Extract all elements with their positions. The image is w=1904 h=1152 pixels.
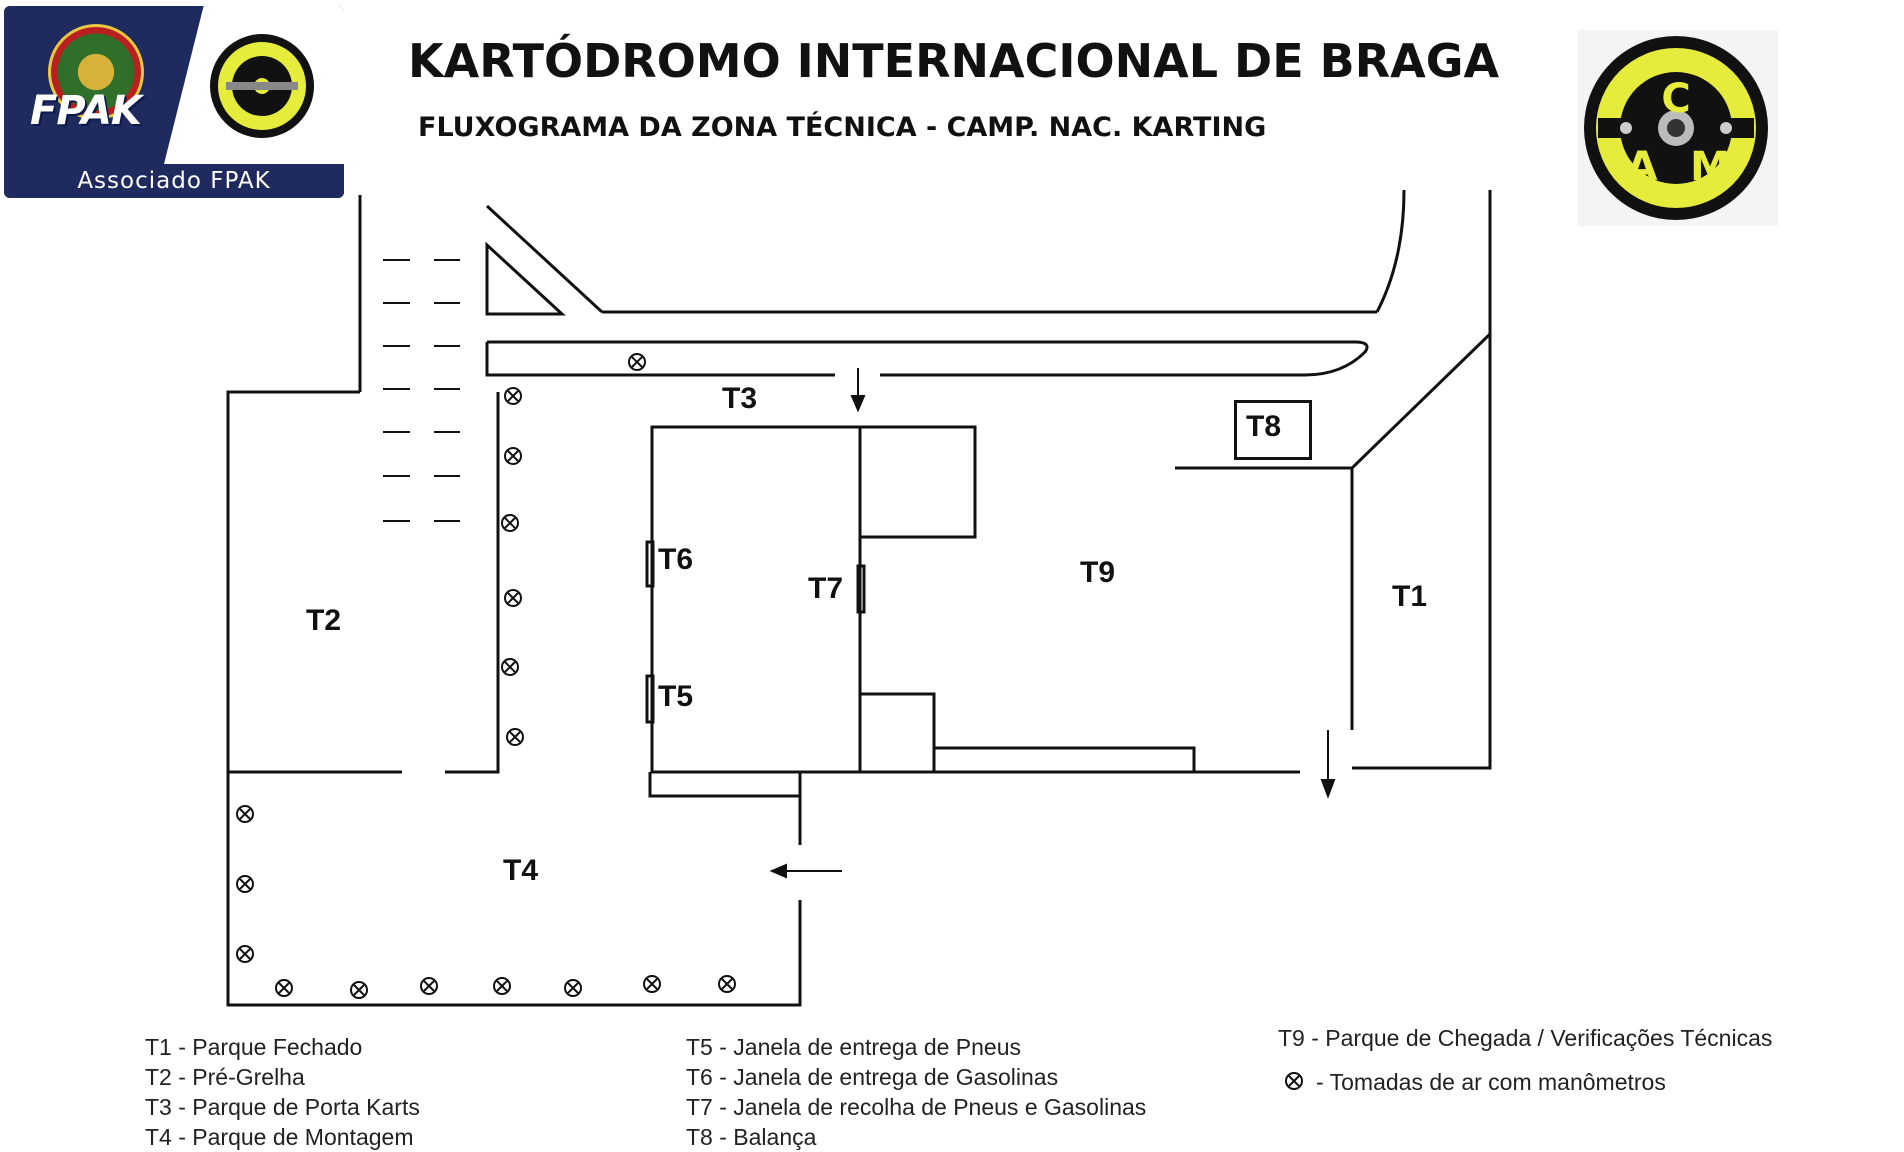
fpak-wordmark: FPAK <box>30 88 141 134</box>
air-socket-icon <box>502 515 518 531</box>
air-socket-icon <box>237 806 253 822</box>
t1-diagonal-wall <box>1352 334 1490 730</box>
legend-column-3 <box>1278 1023 1772 1053</box>
legend-item: T2 - Pré-Grelha <box>145 1064 305 1090</box>
air-socket-legend-icon <box>1286 1073 1302 1089</box>
air-socket-icon <box>507 729 523 745</box>
air-socket-icon <box>505 388 521 404</box>
building-upper-annex <box>860 427 975 537</box>
zone-label-t9: T9 <box>1080 556 1116 589</box>
window-t5 <box>647 676 653 722</box>
air-socket-icon <box>276 980 292 996</box>
t1-right-wall <box>1352 190 1490 768</box>
zone-label-t1: T1 <box>1392 580 1428 613</box>
t9-low-wall <box>934 748 1194 772</box>
t4-connector <box>650 772 800 796</box>
arrow-head-t4 <box>772 865 786 877</box>
zone-label-t7: T7 <box>808 572 844 605</box>
air-socket-icon <box>237 946 253 962</box>
air-socket-icon <box>565 980 581 996</box>
arrow-head-t3 <box>852 396 864 410</box>
air-socket-icon <box>629 354 645 370</box>
arrow-head-t1 <box>1322 780 1334 796</box>
zone-label-t3: T3 <box>722 382 758 415</box>
air-socket-icon <box>494 978 510 994</box>
air-socket-icon <box>719 976 735 992</box>
legend-item: T3 - Parque de Porta Karts <box>145 1094 420 1120</box>
page-title: KARTÓDROMO INTERNACIONAL DE BRAGA <box>408 34 1500 88</box>
legend-item: T5 - Janela de entrega de Pneus <box>686 1034 1022 1060</box>
legend-item: T4 - Parque de Montagem <box>145 1124 414 1150</box>
air-sockets <box>237 354 1302 1089</box>
legend-column-2 <box>686 1032 1146 1152</box>
page-subtitle: FLUXOGRAMA DA ZONA TÉCNICA - CAMP. NAC. KARTING <box>418 112 1267 143</box>
air-socket-icon <box>505 448 521 464</box>
zone-label-t2: T2 <box>306 604 342 637</box>
t4-outer-wall <box>228 772 800 1005</box>
legend-item: T1 - Parque Fechado <box>145 1034 363 1060</box>
entrance-triangle <box>487 245 562 314</box>
window-t6 <box>647 542 653 586</box>
air-socket-icon <box>237 876 253 892</box>
zone-label-t5: T5 <box>658 680 694 713</box>
air-socket-icon <box>351 982 367 998</box>
legend-item-air: - Tomadas de ar com manômetros <box>1316 1069 1666 1095</box>
air-socket-icon <box>502 659 518 675</box>
zone-label-t8: T8 <box>1246 410 1282 443</box>
legend-column-1 <box>145 1032 420 1152</box>
porta-karts-lane-left <box>487 342 835 375</box>
lane-markings <box>383 260 460 521</box>
legend-item-t9: T9 - Parque de Chegada / Verificações Técnicas <box>1278 1025 1773 1051</box>
svg-text:C: C <box>1661 76 1691 122</box>
legend-item: T7 - Janela de recolha de Pneus e Gasolinas <box>686 1094 1147 1120</box>
porta-karts-lane-top <box>487 342 1367 375</box>
svg-text:A: A <box>1626 144 1658 190</box>
t2-bottom-wall-right <box>445 392 498 772</box>
zone-label-t4: T4 <box>503 854 539 887</box>
svg-text:M: M <box>1690 144 1730 190</box>
air-socket-icon <box>644 976 660 992</box>
air-socket-icon <box>505 590 521 606</box>
zone-label-t6: T6 <box>658 543 694 576</box>
t2-outer-wall <box>228 392 360 772</box>
building-lower-annex <box>860 694 934 772</box>
legend-item: T8 - Balança <box>686 1124 817 1150</box>
legend-item: T6 - Janela de entrega de Gasolinas <box>686 1064 1059 1090</box>
fpak-caption: Associado FPAK <box>4 164 344 198</box>
top-road-curve <box>1377 190 1404 312</box>
air-socket-icon <box>421 978 437 994</box>
